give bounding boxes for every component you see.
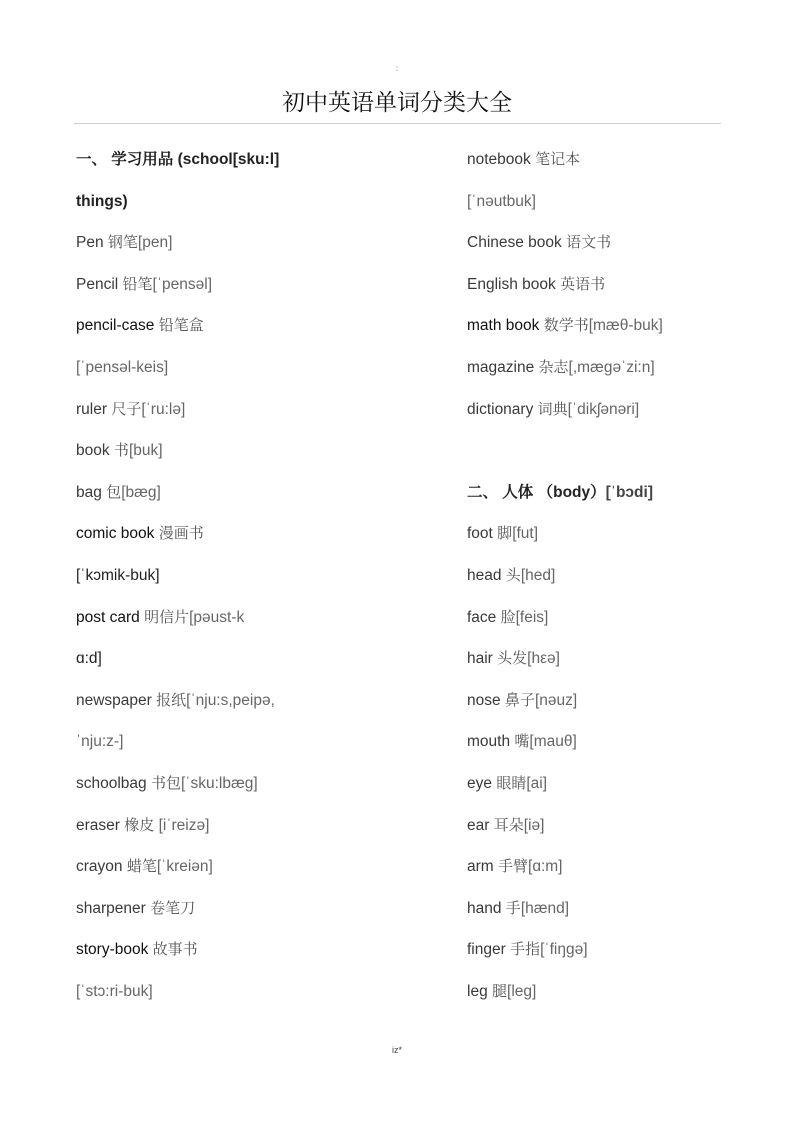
- vocab-chinese: 嘴: [514, 733, 530, 751]
- vocab-word: newspaper: [76, 691, 157, 709]
- vocab-entry: [467, 347, 767, 389]
- vocab-entry: [76, 805, 436, 847]
- vocab-word: post card: [76, 608, 145, 626]
- vocab-word: dictionary: [467, 400, 538, 418]
- vocab-chinese: 蜡笔: [126, 858, 157, 876]
- vocab-chinese: 笔记本: [535, 151, 581, 168]
- vocab-entry: [76, 264, 436, 306]
- vocab-chinese: 杂志: [538, 358, 569, 376]
- vocab-word: eye: [467, 774, 497, 792]
- vocab-entry: [467, 181, 767, 223]
- vocab-phonetic: [nəuz]: [534, 691, 578, 709]
- vocab-phonetic: [iə]: [523, 816, 545, 834]
- vocab-chinese: 词典: [537, 400, 568, 418]
- vocab-entry: [467, 929, 767, 971]
- vocab-word: leg: [467, 982, 492, 1000]
- vocab-phonetic: [ˈnəutbuk]: [467, 192, 536, 210]
- vocab-word: bag: [76, 483, 107, 501]
- vocab-entry: [467, 888, 767, 930]
- vocab-chinese: 铅笔: [122, 275, 153, 293]
- vocab-chinese: 故事书: [152, 941, 198, 959]
- vocab-chinese: 英语书: [560, 275, 606, 293]
- section-heading-text: 一、 学习用品 (school[sku:l]: [76, 151, 280, 168]
- vocab-phonetic: [ˈkɔmik-buk]: [76, 566, 160, 584]
- vocab-chinese: 漫画书: [158, 525, 204, 543]
- vocab-entry: [467, 763, 767, 805]
- vocab-word: comic book: [76, 525, 159, 543]
- vocab-word: mouth: [467, 733, 515, 751]
- vocab-word: Pencil: [76, 275, 123, 293]
- vocab-entry: [76, 389, 436, 431]
- vocab-entry: [467, 305, 767, 347]
- vocab-chinese: 腿: [492, 982, 508, 1000]
- vocab-phonetic: [ˈru:lə]: [141, 400, 186, 418]
- blank-line: [467, 430, 767, 472]
- vocab-word: notebook: [467, 151, 536, 168]
- vocab-phonetic: [hed]: [520, 566, 556, 584]
- vocab-entry: [76, 929, 436, 971]
- vocab-word: eraser: [76, 816, 125, 834]
- vocab-word: ear: [467, 816, 494, 834]
- vocab-chinese: 脚: [497, 525, 513, 543]
- title-divider: [74, 123, 721, 124]
- vocab-word: hair: [467, 650, 498, 668]
- vocab-phonetic: [ˈpensəl-keis]: [76, 358, 169, 376]
- vocab-chinese: 鼻子: [504, 691, 535, 709]
- vocab-word: Chinese book: [467, 234, 567, 252]
- vocab-phonetic: [pəust-k: [189, 608, 245, 626]
- vocab-entry: [76, 680, 436, 722]
- vocab-word: arm: [467, 858, 498, 876]
- vocab-word: Pen: [76, 234, 108, 252]
- vocab-chinese: 头发: [497, 650, 528, 668]
- vocab-phonetic: [ˈfiŋgə]: [540, 941, 588, 959]
- vocab-phonetic: [iˈreizə]: [154, 816, 210, 834]
- vocab-word: math book: [467, 317, 544, 335]
- vocab-phonetic: [bæg]: [121, 483, 161, 501]
- right-column: [467, 139, 767, 1012]
- vocab-entry: [76, 888, 436, 930]
- vocab-chinese: 橡皮: [124, 816, 155, 834]
- vocab-word: nose: [467, 691, 505, 709]
- section-heading: [76, 139, 436, 181]
- vocab-phonetic: ˈnju:z-]: [76, 733, 124, 751]
- vocab-chinese: 钢笔: [107, 234, 138, 252]
- vocab-chinese: 脸: [500, 608, 516, 626]
- left-column: [76, 139, 436, 1012]
- vocab-chinese: 手指: [510, 941, 541, 959]
- vocab-phonetic: [feis]: [515, 608, 549, 626]
- vocab-entry: [76, 222, 436, 264]
- vocab-phonetic: [ˈsku:lbæg]: [181, 774, 258, 792]
- vocab-entry: [76, 347, 436, 389]
- vocab-entry: [76, 721, 436, 763]
- page-footer: iz*: [391, 1045, 402, 1055]
- vocab-word: hand: [467, 899, 506, 917]
- vocab-entry: [76, 513, 436, 555]
- vocab-phonetic: [ɑ:m]: [528, 858, 563, 876]
- vocab-phonetic: [ˈnju:s,peipə,: [186, 691, 275, 709]
- vocab-chinese: 书包: [150, 774, 181, 792]
- vocab-entry: [76, 971, 436, 1013]
- vocab-entry: [76, 597, 436, 639]
- section-heading-text: things): [76, 192, 128, 210]
- vocab-entry: [467, 721, 767, 763]
- vocab-entry: [467, 513, 767, 555]
- section-heading: [76, 181, 436, 223]
- vocab-phonetic: ɑ:d]: [76, 650, 102, 668]
- vocab-phonetic: [ˈkreiən]: [156, 858, 213, 876]
- page-title: 初中英语单词分类大全: [282, 90, 512, 116]
- vocab-entry: [467, 555, 767, 597]
- vocab-phonetic: [ˈstɔ:ri-buk]: [76, 982, 153, 1000]
- vocab-entry: [467, 597, 767, 639]
- vocab-entry: [76, 763, 436, 805]
- vocab-phonetic: [fut]: [512, 525, 539, 543]
- vocab-word: pencil-case: [76, 317, 159, 335]
- vocab-word: crayon: [76, 858, 127, 876]
- vocab-phonetic: [ˈpensəl]: [152, 275, 212, 293]
- vocab-chinese: 包: [106, 483, 122, 501]
- vocab-chinese: 明信片: [144, 608, 190, 626]
- vocab-chinese: 报纸: [156, 691, 187, 709]
- vocab-entry: [467, 805, 767, 847]
- vocab-entry: [76, 472, 436, 514]
- vocab-entry: [76, 555, 436, 597]
- vocab-word: sharpener: [76, 899, 151, 917]
- vocab-phonetic: [mauθ]: [529, 733, 577, 751]
- top-mark: :: [395, 64, 399, 73]
- vocab-word: schoolbag: [76, 774, 151, 792]
- vocab-chinese: 头: [505, 566, 521, 584]
- vocab-entry: [76, 846, 436, 888]
- vocab-phonetic: [leg]: [507, 982, 537, 1000]
- vocab-phonetic: [pen]: [137, 234, 173, 252]
- vocab-entry: [467, 638, 767, 680]
- vocab-chinese: 数学书: [543, 317, 589, 335]
- vocab-phonetic: [ai]: [526, 774, 548, 792]
- vocab-chinese: 眼睛: [496, 774, 527, 792]
- vocab-entry: [76, 430, 436, 472]
- vocab-phonetic: [,mægəˈzi:n]: [568, 358, 655, 376]
- vocab-word: foot: [467, 525, 498, 543]
- vocab-word: face: [467, 608, 501, 626]
- vocab-word: magazine: [467, 358, 539, 376]
- vocab-word: ruler: [76, 400, 112, 418]
- vocab-entry: [467, 846, 767, 888]
- vocab-phonetic: [mæθ-buk]: [588, 317, 663, 335]
- section-heading-text: 二、 人体 （body）: [467, 483, 606, 501]
- vocab-entry: [467, 680, 767, 722]
- vocab-entry: [467, 222, 767, 264]
- vocab-entry: [76, 638, 436, 680]
- vocab-chinese: 耳朵: [493, 816, 524, 834]
- vocab-phonetic: [ˈdikʃənəri]: [567, 400, 640, 418]
- vocab-phonetic: [buk]: [128, 442, 163, 460]
- vocab-word: English book: [467, 275, 561, 293]
- vocab-word: book: [76, 442, 114, 460]
- vocab-entry: [467, 389, 767, 431]
- vocab-entry: [467, 264, 767, 306]
- vocab-word: head: [467, 566, 506, 584]
- vocab-entry: [467, 139, 767, 181]
- vocab-phonetic: [hænd]: [520, 899, 570, 917]
- vocab-phonetic: [hεə]: [527, 650, 560, 668]
- vocab-entry: [467, 971, 767, 1013]
- vocab-word: finger: [467, 941, 511, 959]
- section-heading: [467, 472, 767, 514]
- vocab-chinese: 尺子: [111, 400, 142, 418]
- vocab-word: story-book: [76, 941, 153, 959]
- vocab-chinese: 手臂: [498, 858, 529, 876]
- vocab-chinese: 卷笔刀: [150, 899, 196, 917]
- vocab-chinese: 语文书: [566, 234, 612, 252]
- vocab-chinese: 书: [113, 442, 129, 460]
- section-heading-phonetic: [ˈbɔdi]: [605, 483, 653, 501]
- vocab-entry: [76, 305, 436, 347]
- vocab-chinese: 手: [505, 899, 521, 917]
- vocab-chinese: 铅笔盒: [158, 317, 204, 335]
